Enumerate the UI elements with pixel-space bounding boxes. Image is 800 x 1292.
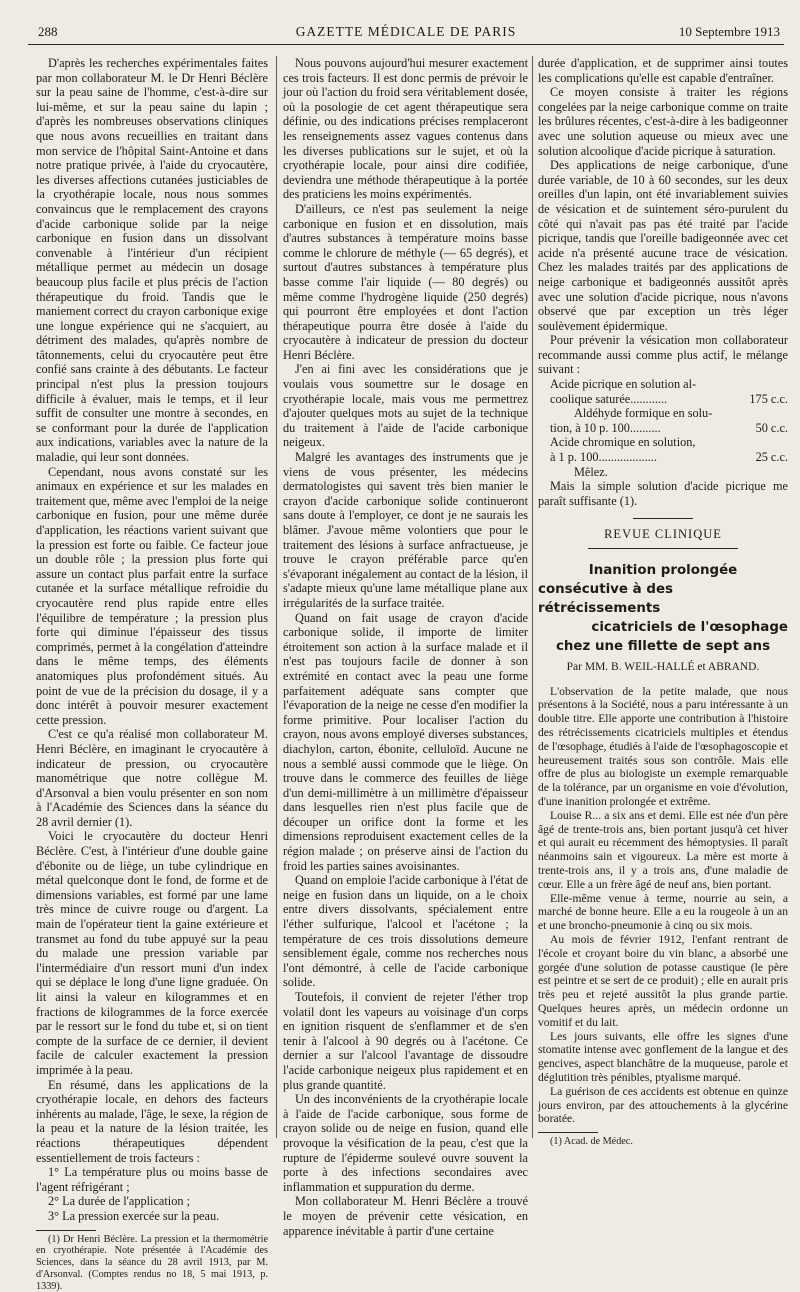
paragraph: D'ailleurs, ce n'est pas seulement la neige carbonique en fusion et en dissolution, mais d'autres substances à température moins basse comme le chlorure de méthyle (— 65 degrés), et surtout d'autres substances à température plus basse comme l'air liquide (— 80 degrés) ou même comme l'hydrogène liquide (250 degrés) qui pourront être employées et dont l'action thérapeutique pourra être dosée à l'aide du cryocautère à indicateur de pression du docteur Henri Béclère.	[283, 202, 528, 363]
paragraph: Les jours suivants, elle offre les signes d'une stomatite intense avec gonflement de la langue et des gencives, aspect blanchâtre de la muqueuse, parole et déglutition très pénibles, ptyalisme marqué.	[538, 1030, 788, 1085]
recipe-quantity: 50 c.c.	[732, 421, 788, 436]
paragraph: L'observation de la petite malade, que nous présentons à la Société, nous a paru intéressante à un double titre. Elle apporte une contribution à l'histoire des rétrécissements cicatriciels multiples et étendus de l'œsophage, étudiés à l'aide de l'œsophagoscopie et heureusement traités sous son contrôle. Mais elle offre de plus au biologiste un exemple remarquable de la tolérance, par un organisme en voie d'évolution, d'une inanition prolongée et extrême.	[538, 685, 788, 809]
article-title-line: Inanition prolongée	[538, 561, 788, 580]
section-rule	[588, 548, 738, 549]
issue-date: 10 Septembre 1913	[679, 24, 780, 40]
article-authors: Par MM. B. WEIL-HALLÉ et ABRAND.	[538, 660, 788, 675]
page-number: 288	[38, 24, 58, 40]
recipe-line: Aldéhyde formique en solu-	[550, 406, 788, 421]
footnote-separator	[538, 1132, 598, 1133]
recipe-item	[538, 377, 788, 392]
factor-item: 1° La température plus ou moins basse de l'agent réfrigérant ;	[36, 1165, 268, 1194]
recipe-list	[538, 377, 788, 479]
recipe-line: Acide picrique en solution al-	[550, 377, 788, 392]
recipe-item	[538, 435, 788, 450]
paragraph: durée d'application, et de supprimer ainsi toutes les complications qu'elle est capable d'entraîner.	[538, 56, 788, 85]
recipe-item	[538, 465, 788, 480]
paragraph: Cependant, nous avons constaté sur les animaux en expérience et sur les malades en traitement que, même avec l'emploi de la neige carbonique en fusion, pour une même durée d'application, les réactions varient suivant que la pression est forte ou faible. Ce facteur joue un double rôle ; la pression plus forte qui assure un contact plus parfait entre la surface cutanée et la surface métallique refroidie du cryocautère rend plus rapide entre elles l'équilibre de température ; la pression plus forte qui diminue l'épaisseur des tissus comprimés, permet à la congélation d'atteindre dans le même temps, des éléments anatomiques plus profondément situés. Au point de vue de la précision du dosage, il y a donc intérêt à pouvoir mesurer exactement cette pression.	[36, 465, 268, 728]
article-title-line: consécutive à des rétrécissements	[538, 580, 788, 618]
paragraph: La guérison de ces accidents est obtenue en quinze jours environ, par des attouchements à la glycérine boratée.	[538, 1085, 788, 1126]
recipe-item	[538, 421, 788, 436]
recipe-quantity: 175 c.c.	[732, 392, 788, 407]
paragraph: Mon collaborateur M. Henri Béclère a trouvé le moyen de prévenir cette vésication, en apparence inévitable à partir d'une certaine	[283, 1194, 528, 1238]
paragraph: Voici le cryocautère du docteur Henri Béclère. C'est, à l'intérieur d'une double gaine d'ébonite ou de liège, un tube cylindrique en métal quelconque dont le fond, de forme et de dimensions variables, est formé par une lame très mince de cuivre rouge ou d'argent. La main de l'opérateur tient la gaine extérieure et transmet au fond du tube appuyé sur la peau du malade une pression variable par l'intermédiaire d'un ressort muni d'un index qui se déplace le long d'une ligne graduée. On lit ainsi la valeur en kilogrammes et en fractions de kilogrammes de la force exercée par le ressort sur le fond du tube et, si on tient compte de la surface de ce dernier, il devient facile de calculer exactement la pression imprimée à la peau.	[36, 829, 268, 1077]
recipe-item	[538, 392, 788, 407]
running-header	[28, 22, 784, 45]
paragraph: En résumé, dans les applications de la cryothérapie locale, en dehors des facteurs inhérents au malade, l'âge, le sexe, la région de la peau et la nature de la lésion traitée, les réactions thérapeutiques dépendent essentiellement de trois facteurs :	[36, 1078, 268, 1166]
factor-item: 2° La durée de l'application ;	[36, 1194, 268, 1209]
paragraph: C'est ce qu'a réalisé mon collaborateur M. Henri Béclère, en imaginant le cryocautère à indicateur de pression, ou cryocautère manométrique que notre collègue M. d'Arsonval a bien voulu présenter en son nom à l'Académie des Sciences dans la séance du 28 avril dernier (1).	[36, 727, 268, 829]
column-2	[283, 56, 528, 1138]
paragraph: Un des inconvénients de la cryothérapie locale à l'aide de l'acide carbonique, sous forme de crayon solide ou de neige en fusion, quand elle provoque la vésification de la peau, c'est que la rupture de l'épiderme soulevé ouvre souvent la porte à des infections secondaires avec inflammation et suppuration du derme.	[283, 1092, 528, 1194]
footnote: (1) Dr Henri Béclère. La pression et la thermométrie en cryothérapie. Note présentée à l'Académie des Sciences, dans la séance du 28 avril 1913, par M. d'Arsonval. (Comptes rendus no 18, 5 mai 1913, p. 1339).	[36, 1234, 268, 1292]
article-title-line: chez une fillette de sept ans	[538, 637, 788, 656]
column-3	[538, 56, 788, 1138]
recipe-item	[538, 406, 788, 421]
paragraph: Mais la simple solution d'acide picrique me paraît suffisante (1).	[538, 479, 788, 508]
footnote-separator	[36, 1230, 96, 1231]
paragraph: Au mois de février 1912, l'enfant rentrant de l'école et croyant boire du vin blanc, a absorbé une gorgée d'une solution de potasse caustique (le père est peintre et se sert de ce produit) ; elle en aurait pris très peu et rejeté aussitôt la plus grande partie. Quelques heures après, un médecin ordonne un vomitif et du lait.	[538, 933, 788, 1030]
factor-item: 3° La pression exercée sur la peau.	[36, 1209, 268, 1224]
column-divider-1	[276, 56, 277, 1138]
paragraph: D'après les recherches expérimentales faites par mon collaborateur M. le Dr Henri Béclère sur la peau saine de l'homme, c'est-à-dire sur lui-même, et sur la peau saine du lapin ; d'après les nombreuses observations cliniques que nous avons recueillies en traitant dans mon service de l'hôpital Saint-Antoine et dans notre pratique privée, à l'aide du cryocautère, les diverses affections cutanées justiciables de la cryothérapie locale, nous nous sommes convaincus que le remplacement des crayons d'acide carbonique solide par la neige carbonique en fusion dans un dissolvant convenable à l'intérieur d'un récipient métallique permet au médecin un dosage beaucoup plus facile et plus précis de l'action thérapeutique du froid. Tandis que le maniement correct du crayon carbonique exige une longue expérience qui ne s'acquiert, au détriment des malades, qu'après nombre de tâtonnements, celui du cryocautère peut être confié sans crainte à des débutants. Le facteur principal n'est plus la pression toujours difficile à évaluer, mais le temps, et il leur suffit de consulter une montre à secondes, en se conformant pour la durée de l'application aux indications, variables avec la nature de la maladie, qui leur sont données.	[36, 56, 268, 465]
recipe-line: Mêlez.	[550, 465, 788, 480]
article-title	[538, 561, 788, 656]
recipe-line: coolique saturée............	[550, 392, 732, 407]
recipe-line: tion, à 10 p. 100..........	[550, 421, 732, 436]
paragraph: Elle-même venue à terme, nourrie au sein, a marché de bonne heure. Elle a eu la rougeole à un an et une broncho-pneumonie à cinq ou six mois.	[538, 892, 788, 933]
section-rule	[633, 518, 693, 519]
paragraph: Quand on fait usage de crayon d'acide carbonique solide, il importe de limiter étroitement son action à la surface malade et il n'est pas toujours facile de donner à son extrémité en contact avec la peau une forme parfaitement adéquate sans compter que l'évaporation de la neige ne cesse d'en modifier la forme primitive. Pour localiser l'action du crayon, nous avons employé diverses substances, diachylon, carton, ébonite, celluloïd. Aucune ne nous a semblé aussi commode que le liège. On trouve dans le commerce des feuilles de liège d'un demi-millimètre à un millimètre d'épaisseur dans lesquelles rien n'est plus facile que de découper un orifice dont la forme et les dimensions reproduisent exactement celles de la région malade ; on préserve ainsi de l'action du froid les parties saines avoisinantes.	[283, 611, 528, 874]
journal-title: GAZETTE MÉDICALE DE PARIS	[28, 24, 784, 40]
article-title-line: cicatriciels de l'œsophage	[538, 618, 788, 637]
paragraph: J'en ai fini avec les considérations que je voulais vous soumettre sur le dosage en cryothérapie locale, mais vous me permettrez d'ajouter quelques mots au sujet de la technique du traitement à l'aide de l'acide carbonique neigeux.	[283, 362, 528, 450]
column-divider-2	[532, 56, 533, 1138]
paragraph: Louise R... a six ans et demi. Elle est née d'un père âgé de trente-trois ans, bien portant jusqu'à cet hiver et qui aurait eu récemment des hémoptysies. Il paraît néanmoins sain et vigoureux. La mère est morte à trente-trois ans, il y a trois ans, d'une maladie de cœur. Elle a un frère âgé de neuf ans, bien portant.	[538, 809, 788, 892]
paragraph: Quand on emploie l'acide carbonique à l'état de neige en fusion dans un liquide, on a le choix entre divers dissolvants, spécialement entre l'éther sulfurique, l'alcool et l'acétone ; la température de ces trois dissolutions demeure sensiblement égale, comme nos recherches nous l'ont démontré, à celle de l'acide carbonique solide.	[283, 873, 528, 990]
paragraph: Ce moyen consiste à traiter les régions congelées par la neige carbonique comme on traite les brûlures récentes, c'est-à-dire à les badigeonner avec une solution aqueuse ou mieux avec une solution alcoolique d'acide picrique à saturation.	[538, 85, 788, 158]
paragraph: Malgré les avantages des instruments que je viens de vous présenter, les médecins dermatologistes qui savent très bien manier le crayon d'acide carbonique solide continueront sans doute à l'employer, ce dont je ne saurais les blâmer. J'avoue même volontiers que pour le traitement des lésions à surface anfractueuse, je trouve le crayon préférable parce qu'en s'évaporant inégalement au contact de la lésion, il s'adapte mieux qu'une lame métallique plane aux irrégularités de la surface traitée.	[283, 450, 528, 611]
paragraph: Pour prévenir la vésication mon collaborateur recommande aussi comme plus actif, le mélange suivant :	[538, 333, 788, 377]
paragraph: Des applications de neige carbonique, d'une durée variable, de 10 à 60 secondes, sur les deux oreilles d'un lapin, ont été invariablement suivies de vésication et de suintement séro-purulent du côté qui n'avait pas pas été traité par l'acide picrique, tandis que l'oreille badigeonnée avec cet acide n'a présenté aucune trace de vésication. Chez les malades traités par des applications de neige carbonique et badigeonnés aussitôt après avec une solution d'acide picrique, nous n'avons observé que par exception un très léger soulèvement épidermique.	[538, 158, 788, 333]
column-1	[36, 56, 268, 1138]
recipe-line: Acide chromique en solution,	[550, 435, 788, 450]
paragraph: Nous pouvons aujourd'hui mesurer exactement ces trois facteurs. Il est donc permis de prévoir le jour où l'action du froid sera véritablement dosée, où la posologie de cet agent thérapeutique sera définie, ou des indications précises remplaceront les renseignements assez vagues contenus dans les diverses publications sur le sujet, et où la cryothérapie locale, pour ainsi dire codifiée, deviendra une méthode thérapeutique à la portée des praticiens les moins expérimentés.	[283, 56, 528, 202]
paragraph: Toutefois, il convient de rejeter l'éther trop volatil dont les vapeurs au voisinage d'un corps en ignition risquent de s'enflammer et de s'en tenir à l'alcool à 90 degrés ou à l'acétone. Ce dernier a sur l'alcool l'avantage de dissoudre l'acide carbonique neigeux plus rapidement et en plus grande quantité.	[283, 990, 528, 1092]
footnote: (1) Acad. de Médec.	[538, 1136, 788, 1148]
recipe-item	[538, 450, 788, 465]
recipe-line: à 1 p. 100...................	[550, 450, 732, 465]
section-title: REVUE CLINIQUE	[538, 527, 788, 542]
recipe-quantity: 25 c.c.	[732, 450, 788, 465]
